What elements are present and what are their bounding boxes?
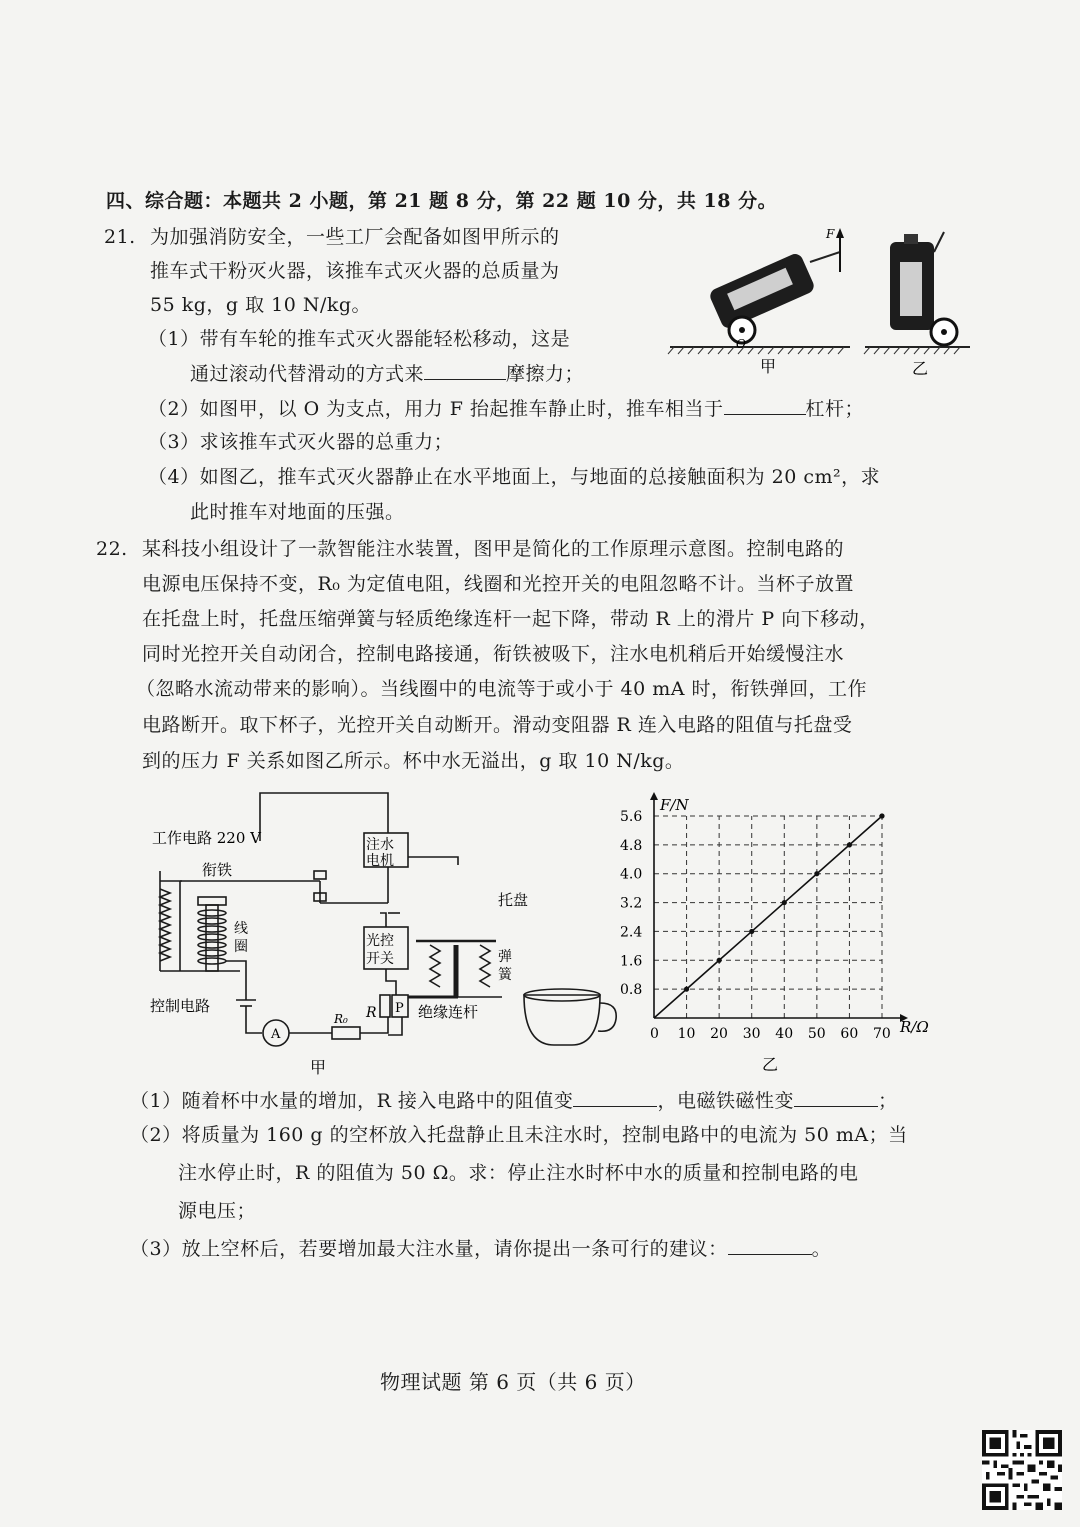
x-tick-label: 0	[650, 1026, 659, 1042]
p-label: P	[395, 1001, 404, 1016]
q22-number: 22.	[96, 538, 128, 560]
coil-label-2: 圈	[234, 939, 248, 955]
ammeter-icon: A	[271, 1027, 281, 1042]
data-point	[814, 871, 819, 876]
pivot-label: O	[736, 337, 746, 351]
q21-part1-line-a: （1）带有车轮的推车式灭火器能轻松移动，这是	[148, 328, 571, 350]
circuit-caption: 甲	[310, 1058, 327, 1077]
x-tick-label: 20	[710, 1026, 728, 1042]
x-tick-label: 60	[840, 1026, 859, 1042]
x-tick-label: 40	[775, 1026, 794, 1042]
q22-line-7: 到的压力 F 关系如图乙所示。杯中水无溢出，g 取 10 N/kg。	[142, 750, 685, 772]
figure-caption-a: 甲	[760, 357, 777, 376]
q21-part2-tail: 杠杆；	[805, 398, 865, 420]
q22-line-4: 同时光控开关自动闭合，控制电路接通，衔铁被吸下，注水电机稍后开始缓慢注水	[142, 643, 845, 665]
y-tick-label: 0.8	[620, 982, 643, 999]
r-label: R	[366, 1005, 377, 1021]
armature-label: 衔铁	[202, 861, 233, 879]
spring-label-1: 弹	[498, 949, 512, 965]
data-point	[847, 842, 852, 847]
q21-line-2: 推车式干粉灭火器，该推车式灭火器的总质量为	[150, 260, 560, 282]
q22-part2-line-a: （2）将质量为 160 g 的空杯放入托盘静止且未注水时，控制电路中的电流为 50 mA；当	[130, 1124, 908, 1146]
q22-line-3: 在托盘上时，托盘压缩弹簧与轻质绝缘连杆一起下降，带动 R 上的滑片 P 向下移动，	[142, 608, 879, 630]
q21-part2-line	[148, 398, 864, 419]
y-tick-label: 1.6	[620, 953, 643, 970]
q21-part1-answer-blank[interactable]	[424, 363, 506, 380]
data-point	[749, 929, 754, 934]
spring-label-2: 簧	[498, 967, 512, 983]
q21-part1-line-b	[190, 363, 584, 384]
q22-part1-answer-blank-2[interactable]	[794, 1090, 878, 1107]
q22-part3-text: （3）放上空杯后，若要增加最大注水量，请你提出一条可行的建议：	[130, 1238, 728, 1260]
q21-part1-tail: 摩擦力；	[506, 363, 585, 385]
page-footer: 物理试题 第 6 页（共 6 页）	[380, 1370, 646, 1394]
y-tick-label: 3.2	[620, 895, 643, 912]
y-tick-label: 4.8	[620, 837, 643, 854]
q21-part2-text: （2）如图甲，以 O 为支点，用力 F 抬起推车静止时，推车相当于	[148, 398, 724, 420]
q21-part4-line-b: 此时推车对地面的压强。	[190, 501, 405, 523]
x-tick-label: 10	[677, 1026, 696, 1042]
tray-label: 托盘	[498, 891, 529, 909]
q22-part2-line-b: 注水停止时，R 的阻值为 50 Ω。求：停止注水时杯中水的质量和控制电路的电	[178, 1162, 859, 1184]
q22-part3-line	[130, 1238, 831, 1259]
q22-part1-line	[130, 1090, 897, 1111]
data-point	[782, 900, 787, 905]
figure-caption-b: 乙	[912, 359, 929, 378]
motor-label-2: 电机	[366, 853, 394, 869]
q21-line-3: 55 kg，g 取 10 N/kg。	[150, 294, 372, 316]
q22-line-2: 电源电压保持不变，R₀ 为定值电阻，线圈和光控开关的电阻忽略不计。当杯子放置	[142, 573, 854, 595]
q22-line-6: 电路断开。取下杯子，光控开关自动断开。滑动变阻器 R 连入电路的阻值与托盘受	[142, 714, 853, 736]
y-tick-label: 4.0	[620, 866, 643, 883]
q22-f-r-chart	[610, 792, 950, 1082]
work-circuit-label: 工作电路 220 V	[152, 829, 261, 847]
q22-part1-mid: ，电磁铁磁性变	[657, 1090, 794, 1112]
y-axis-arrow-icon	[650, 792, 658, 800]
upright-extinguisher-icon	[890, 232, 957, 345]
light-switch-label-1: 光控	[366, 933, 394, 949]
q21-part2-answer-blank[interactable]	[724, 398, 806, 415]
q21-part4-line-a: （4）如图乙，推车式灭火器静止在水平地面上，与地面的总接触面积为 20 cm²，求	[148, 466, 881, 488]
q21-figure	[660, 222, 980, 382]
q22-part1-text: （1）随着杯中水量的增加，R 接入电路中的阻值变	[130, 1090, 574, 1112]
chart-ylabel: F/N	[660, 796, 689, 814]
r0-label: R₀	[334, 1012, 348, 1026]
chart-series	[654, 813, 885, 1018]
section-header: 四、综合题：本题共 2 小题，第 21 题 8 分，第 22 题 10 分，共 18 分。	[106, 190, 778, 212]
q21-part3: （3）求该推车式灭火器的总重力；	[148, 431, 454, 453]
chart-xlabel: R/Ω	[900, 1018, 929, 1036]
data-point	[879, 813, 884, 818]
y-tick-label: 5.6	[620, 809, 643, 825]
q22-line-1: 某科技小组设计了一款智能注水装置，图甲是简化的工作原理示意图。控制电路的	[142, 538, 845, 560]
qr-code-icon	[982, 1430, 1062, 1510]
data-point	[717, 958, 722, 963]
force-label: F	[826, 227, 835, 241]
chart-caption: 乙	[762, 1055, 779, 1074]
motor-label-1: 注水	[366, 837, 394, 853]
x-tick-label: 30	[742, 1026, 761, 1042]
rod-label: 绝缘连杆	[418, 1003, 479, 1021]
q22-line-5: （忽略水流动带来的影响）。当线圈中的电流等于或小于 40 mA 时，衔铁弹回，工作	[136, 678, 868, 700]
x-tick-label: 70	[873, 1026, 891, 1042]
q22-part1-answer-blank-1[interactable]	[573, 1090, 657, 1107]
q21-number: 21.	[104, 226, 136, 248]
x-tick-label: 50	[807, 1026, 826, 1042]
q21-part1-text: 通过滚动代替滑动的方式来	[190, 363, 425, 385]
tilted-extinguisher-icon	[708, 228, 844, 343]
control-circuit-label: 控制电路	[150, 997, 211, 1015]
q21-line-1: 为加强消防安全，一些工厂会配备如图甲所示的	[150, 226, 560, 248]
q22-part2-line-c: 源电压；	[178, 1200, 257, 1222]
q22-part3-answer-blank[interactable]	[728, 1238, 812, 1255]
coil-label-1: 线	[234, 921, 248, 937]
q22-circuit-diagram	[140, 785, 620, 1085]
data-point	[684, 987, 689, 992]
q22-part3-tail: 。	[811, 1238, 832, 1260]
q22-part1-tail: ；	[877, 1090, 898, 1112]
light-switch-label-2: 开关	[366, 951, 394, 967]
y-tick-label: 2.4	[620, 924, 643, 941]
